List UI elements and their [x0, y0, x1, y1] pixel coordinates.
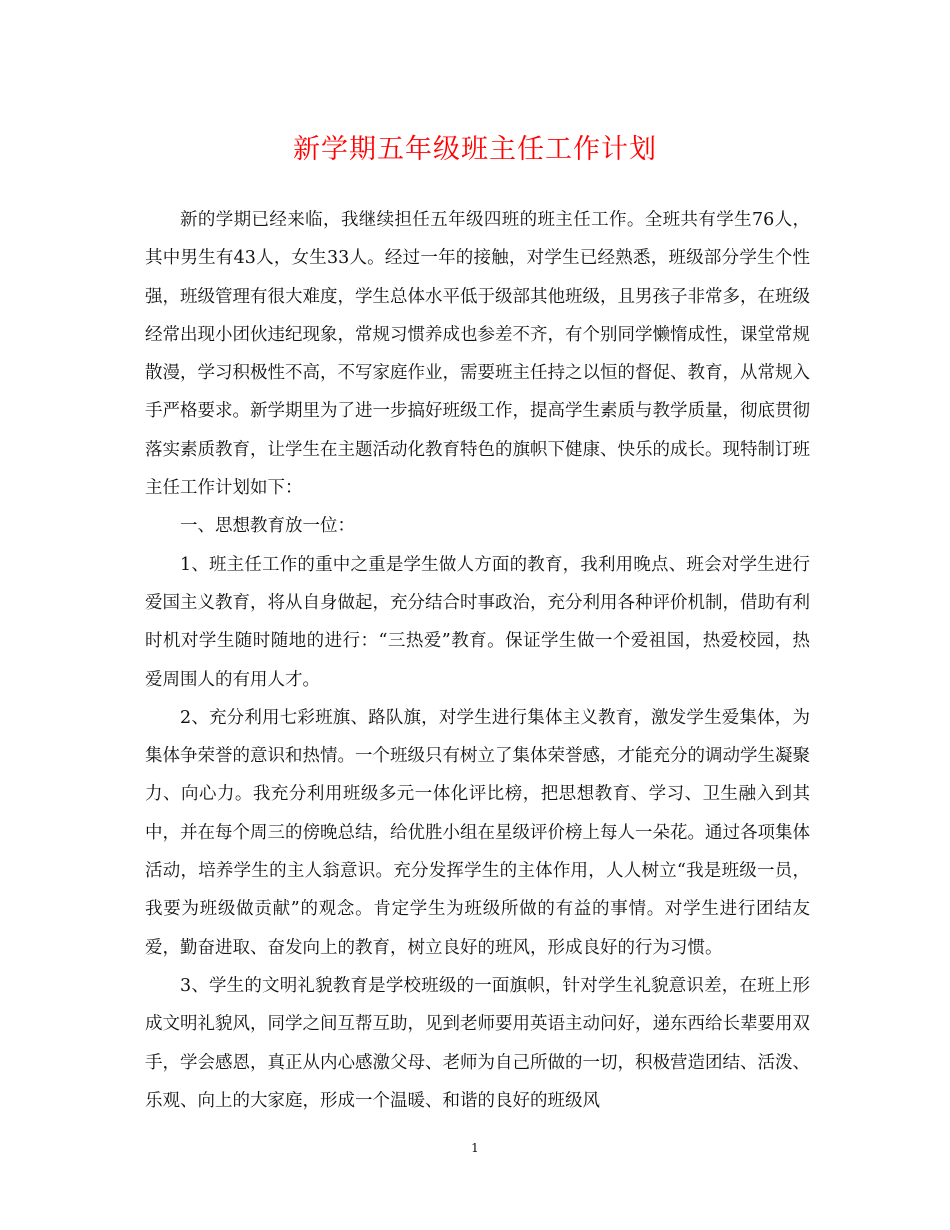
- document-title: 新学期五年级班主任工作计划: [293, 134, 657, 165]
- document-body: [145, 201, 810, 1120]
- paragraph-intro: 新的学期已经来临，我继续担任五年级四班的班主任工作。全班共有学生76人，其中男生有43人，女生33人。经过一年的接触，对学生已经熟悉，班级部分学生个性强，班级管理有很大难度，学生总体水平低于级部其他班级，且男孩子非常多，在班级经常出现小团伙违纪现象，常规习惯养成也参差不齐，有个别同学懒惰成性，课堂常规散漫，学习积极性不高，不写家庭作业，需要班主任持之以恒的督促、教育，从常规入手严格要求。新学期里为了进一步搞好班级工作，提高学生素质与教学质量，彻底贯彻落实素质教育，让学生在主题活动化教育特色的旗帜下健康、快乐的成长。现特制订班主任工作计划如下：: [145, 210, 810, 499]
- paragraph-item-1: 1、班主任工作的重中之重是学生做人方面的教育，我利用晚点、班会对学生进行爱国主义教育，将从自身做起，充分结合时事政治，充分利用各种评价机制，借助有利时机对学生随时随地的进行：“三热爱”教育。保证学生做一个爱祖国，热爱校园，热爱周围人的有用人才。: [145, 554, 810, 690]
- paragraph-item-3: 3、学生的文明礼貌教育是学校班级的一面旗帜，针对学生礼貌意识差，在班上形成文明礼貌风，同学之间互帮互助，见到老师要用英语主动问好，递东西给长辈要用双手，学会感恩，真正从内心感激父母、老师为自己所做的一切，积极营造团结、活泼、乐观、向上的大家庭，形成一个温暖、和谐的良好的班级风: [145, 975, 810, 1111]
- paragraph-section-heading: 一、思想教育放一位：: [180, 516, 355, 537]
- page-number: 1: [471, 1141, 479, 1155]
- paragraph-item-2: 2、充分利用七彩班旗、路队旗，对学生进行集体主义教育，激发学生爱集体，为集体争荣誉的意识和热情。一个班级只有树立了集体荣誉感，才能充分的调动学生凝聚力、向心力。我充分利用班级多元一体化评比榜，把思想教育、学习、卫生融入到其中，并在每个周三的傍晚总结，给优胜小组在星级评价榜上每人一朵花。通过各项集体活动，培养学生的主人翁意识。充分发挥学生的主体作用，人人树立“我是班级一员，我要为班级做贡献”的观念。肯定学生为班级所做的有益的事情。对学生进行团结友爱，勤奋进取、奋发向上的教育，树立良好的班风，形成良好的行为习惯。: [145, 707, 810, 958]
